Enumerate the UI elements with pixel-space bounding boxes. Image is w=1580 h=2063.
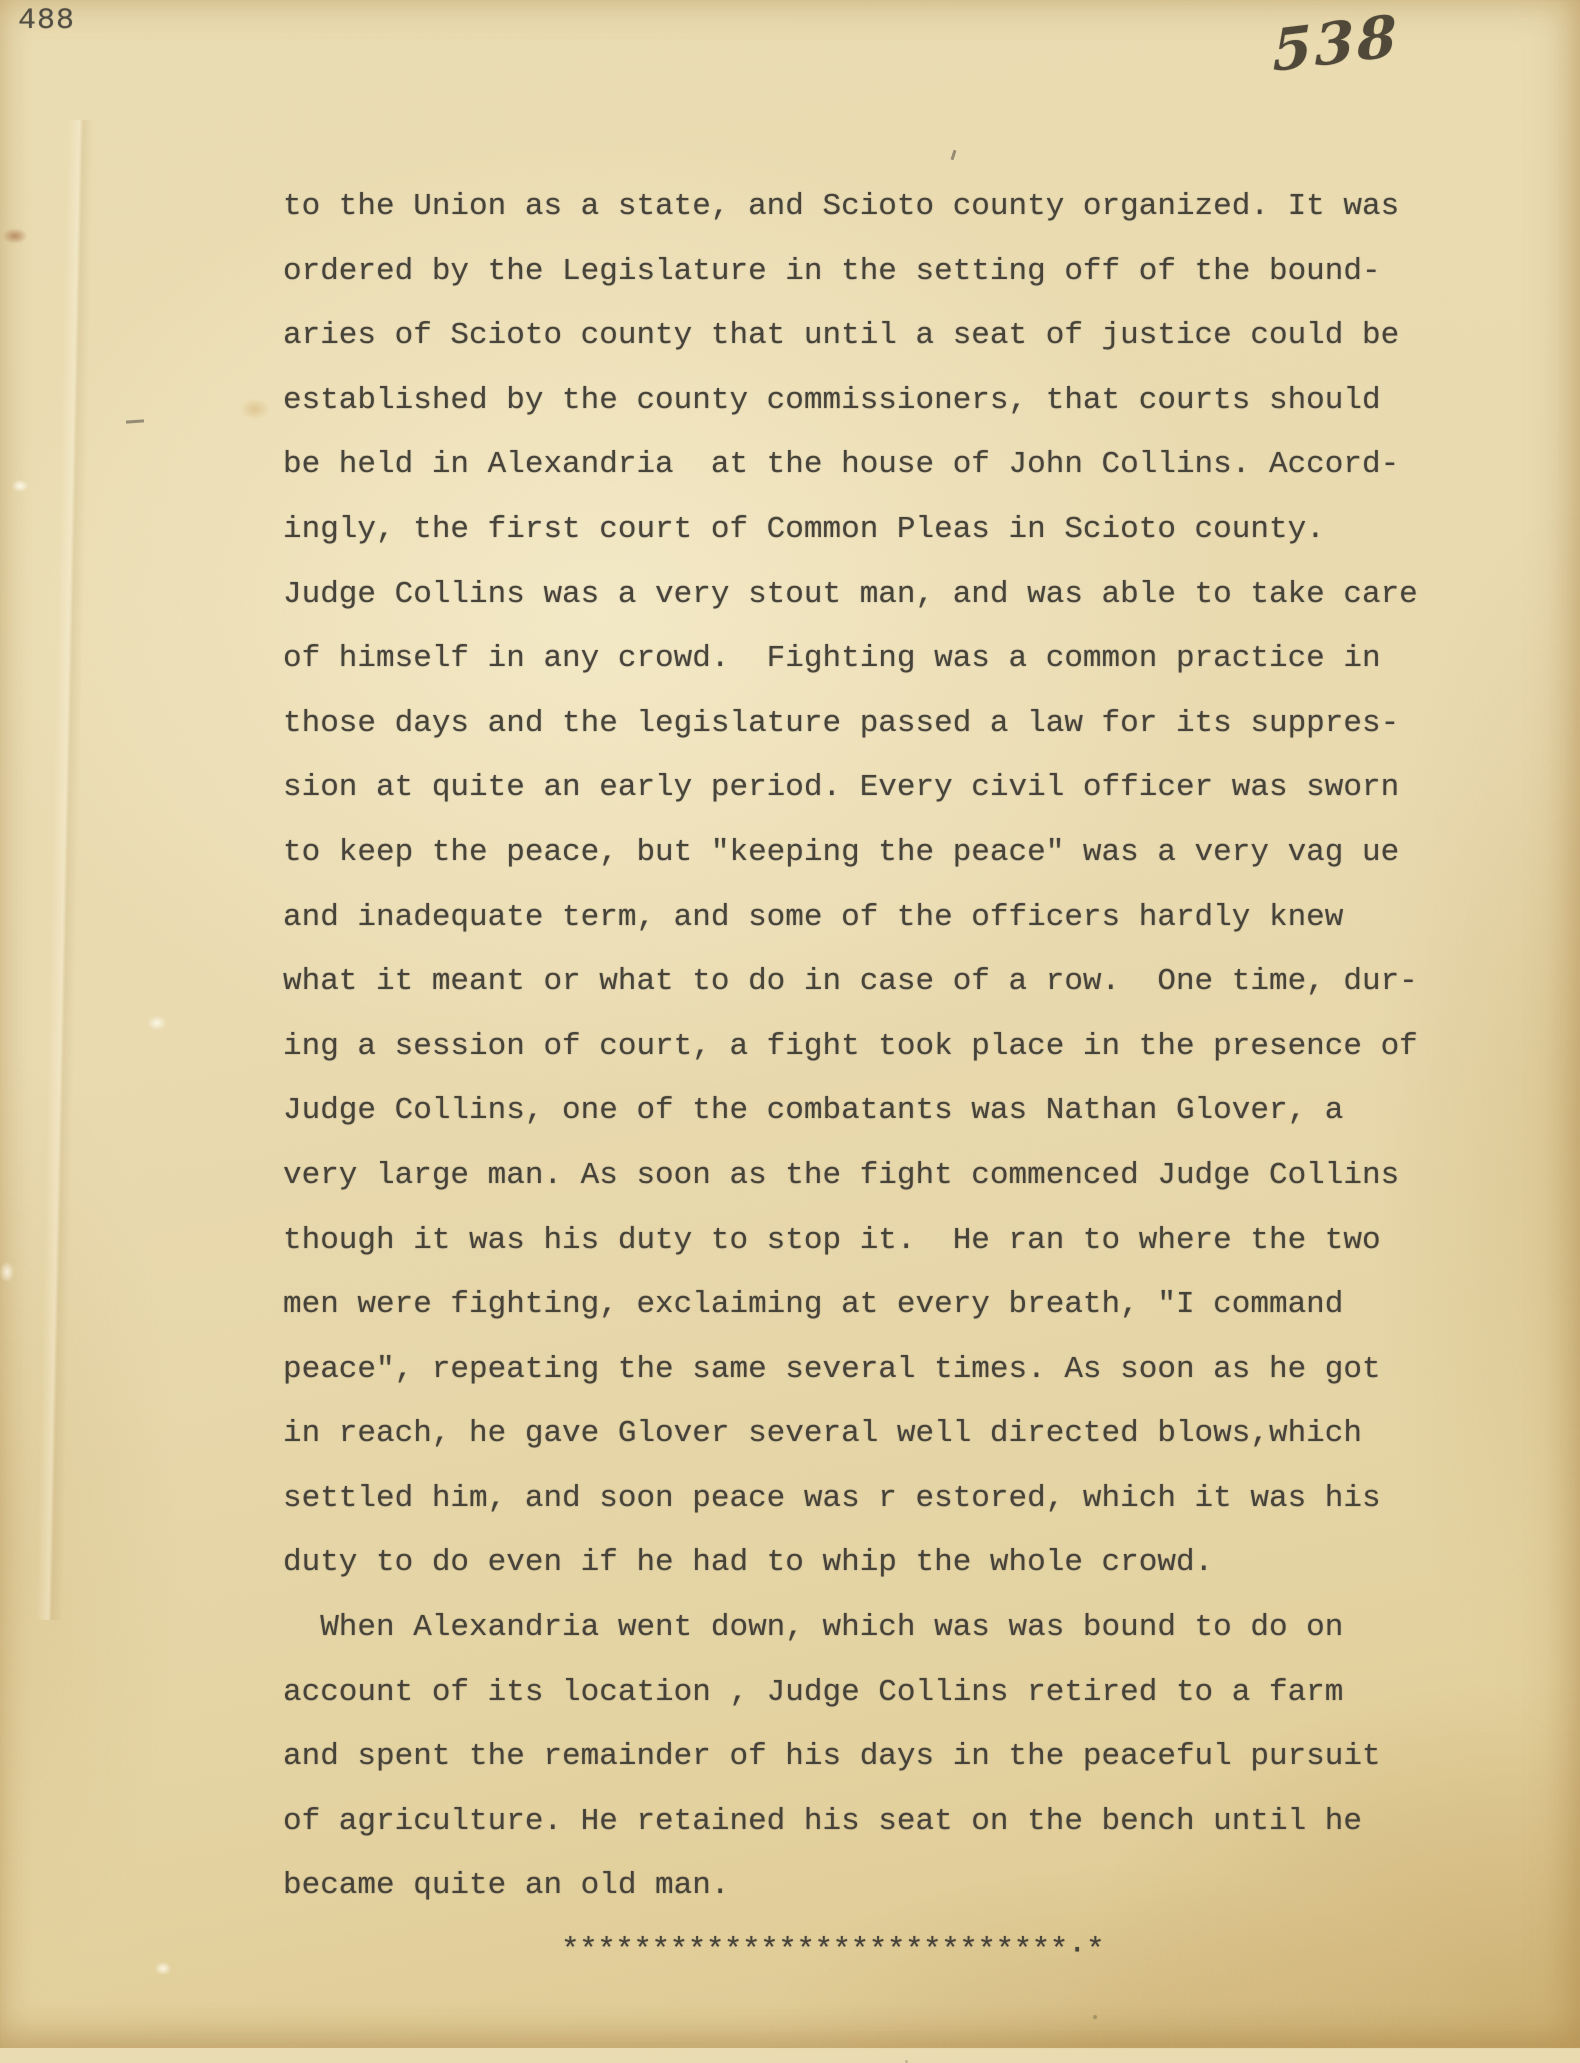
typewritten-text-block: [283, 175, 1463, 1984]
paper-edge-chip: [148, 1016, 166, 1030]
typed-line: ing a session of court, a fight took place in the presence of: [283, 1028, 1418, 1064]
typed-line: to the Union as a state, and Scioto county organized. It was: [283, 189, 1400, 224]
typed-line: of agriculture. He retained his seat on the bench until he: [283, 1803, 1362, 1839]
paper-edge-chip: [155, 1962, 171, 1975]
typed-line: settled him, and soon peace was r estored, which it was his: [283, 1480, 1381, 1516]
typed-line: to keep the peace, but "keeping the peace" was a very vag ue: [283, 834, 1400, 870]
typed-line: aries of Scioto county that until a seat of justice could be: [283, 318, 1400, 354]
typed-line: in reach, he gave Glover several well directed blows,which: [283, 1416, 1362, 1452]
typed-line: When Alexandria went down, which was was bound to do on: [283, 1610, 1344, 1646]
typed-line: account of its location , Judge Collins retired to a farm: [283, 1674, 1344, 1710]
typed-line: Judge Collins, one of the combatants was Nathan Glover, a: [283, 1093, 1344, 1129]
typed-line: duty to do even if he had to whip the whole crowd.: [283, 1545, 1214, 1581]
paper-stain: [240, 398, 270, 420]
typed-line: what it meant or what to do in case of a row. One time, dur-: [283, 964, 1418, 1000]
asterisk-separator: ****************************·*: [561, 1933, 1105, 1969]
typed-line: men were fighting, exclaiming at every breath, "I command: [283, 1287, 1344, 1323]
handwritten-page-number: 538: [1271, 2, 1401, 85]
paper-edge-chip: [12, 480, 28, 492]
paper-crease: [36, 120, 93, 1620]
typed-line: Judge Collins was a very stout man, and was able to take care: [283, 576, 1418, 612]
ink-tick-mark: [951, 150, 957, 160]
typed-line: those days and the legislature passed a law for its suppres-: [283, 705, 1400, 741]
typed-line: and spent the remainder of his days in the peaceful pursuit: [283, 1739, 1381, 1775]
pencil-margin-dash: [126, 419, 144, 423]
paper-stain: [2, 228, 28, 244]
typed-line: though it was his duty to stop it. He ran to where the two: [283, 1222, 1381, 1258]
typed-line: peace", repeating the same several times. As soon as he got: [283, 1351, 1381, 1387]
typed-line: and inadequate term, and some of the officers hardly knew: [283, 899, 1344, 935]
typed-page-number: 488: [18, 4, 76, 38]
ink-speck: [1093, 2015, 1097, 2019]
paper-edge-chip: [0, 1262, 14, 1282]
typed-line: be held in Alexandria at the house of John Collins. Accord-: [283, 447, 1400, 483]
typed-line: sion at quite an early period. Every civil officer was sworn: [283, 770, 1400, 806]
typed-line: became quite an old man.: [283, 1868, 730, 1904]
typed-line: established by the county commissioners, that courts should: [283, 382, 1381, 418]
typed-line: ingly, the first court of Common Pleas in Scioto county.: [283, 511, 1325, 547]
typed-line: very large man. As soon as the fight commenced Judge Collins: [283, 1157, 1400, 1193]
typed-line: ordered by the Legislature in the setting off of the bound-: [283, 253, 1381, 289]
typed-line: of himself in any crowd. Fighting was a common practice in: [283, 641, 1381, 677]
